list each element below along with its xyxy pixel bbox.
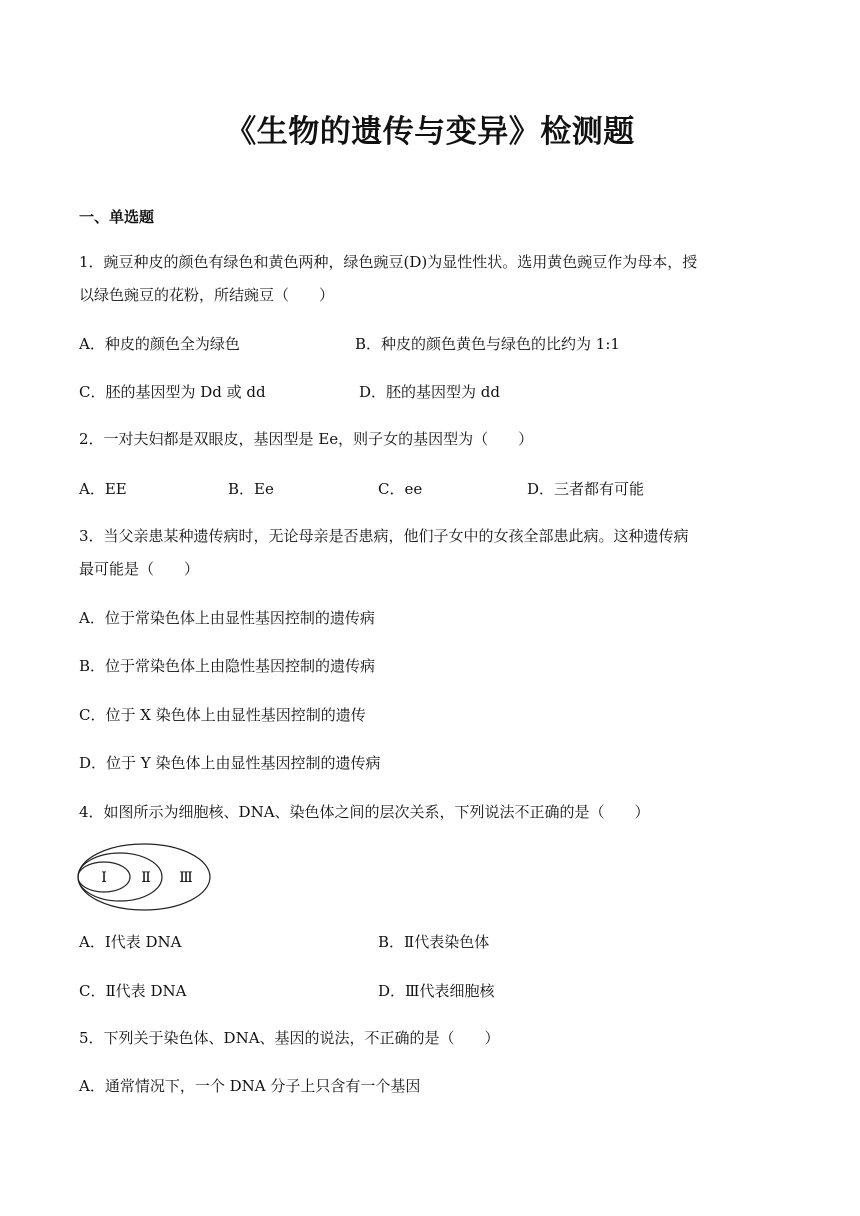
question-3-option-b: B．位于常染色体上由隐性基因控制的遗传病 [79, 657, 376, 675]
question-1-option-b: B．种皮的颜色黄色与绿色的比约为 1:1 [355, 335, 620, 353]
question-3-option-c: C．位于 X 染色体上由显性基因控制的遗传 [79, 706, 366, 724]
question-5-stem: 5．下列关于染色体、DNA、基因的说法，不正确的是（ ） [79, 1029, 500, 1047]
label-III: Ⅲ [179, 870, 193, 886]
question-5-option-a: A．通常情况下，一个 DNA 分子上只含有一个基因 [79, 1077, 421, 1095]
label-I: Ⅰ [101, 870, 107, 886]
question-1-option-a: A．种皮的颜色全为绿色 [79, 335, 240, 353]
question-4-option-b: B．Ⅱ代表染色体 [378, 933, 490, 951]
question-3-option-a: A．位于常染色体上由显性基因控制的遗传病 [79, 609, 375, 627]
question-1-option-c: C．胚的基因型为 Dd 或 dd [79, 383, 266, 401]
question-1-stem-line2: 以绿色豌豆的花粉，所结豌豆（ ） [79, 286, 335, 304]
nested-ellipse-diagram [76, 842, 216, 912]
question-1-option-d: D．胚的基因型为 dd [359, 383, 500, 401]
question-3-stem-line1: 3．当父亲患某种遗传病时，无论母亲是否患病，他们子女中的女孩全部患此病。这种遗传病 [79, 527, 689, 545]
question-2-option-b: B．Ee [228, 480, 274, 498]
question-4-option-d: D．Ⅲ代表细胞核 [378, 982, 495, 1000]
page-title: 《生物的遗传与变异》检测题 [225, 114, 635, 150]
question-2-stem: 2．一对夫妇都是双眼皮，基因型是 Ee，则子女的基因型为（ ） [79, 430, 534, 448]
label-II: Ⅱ [141, 870, 151, 886]
question-3-option-d: D．位于 Y 染色体上由显性基因控制的遗传病 [79, 754, 381, 772]
question-2-option-a: A．EE [79, 480, 127, 498]
question-1-stem-line1: 1．豌豆种皮的颜色有绿色和黄色两种，绿色豌豆(D)为显性性状。选用黄色豌豆作为母本，授 [79, 253, 698, 271]
section-heading: 一、单选题 [79, 208, 155, 226]
question-4-option-a: A．Ⅰ代表 DNA [79, 933, 182, 951]
question-4-stem: 4．如图所示为细胞核、DNA、染色体之间的层次关系，下列说法不正确的是（ ） [79, 803, 650, 821]
question-4-option-c: C．Ⅱ代表 DNA [79, 982, 187, 1000]
question-3-stem-line2: 最可能是（ ） [79, 560, 200, 578]
question-2-option-c: C．ee [378, 480, 423, 498]
question-2-option-d: D．三者都有可能 [527, 480, 645, 498]
